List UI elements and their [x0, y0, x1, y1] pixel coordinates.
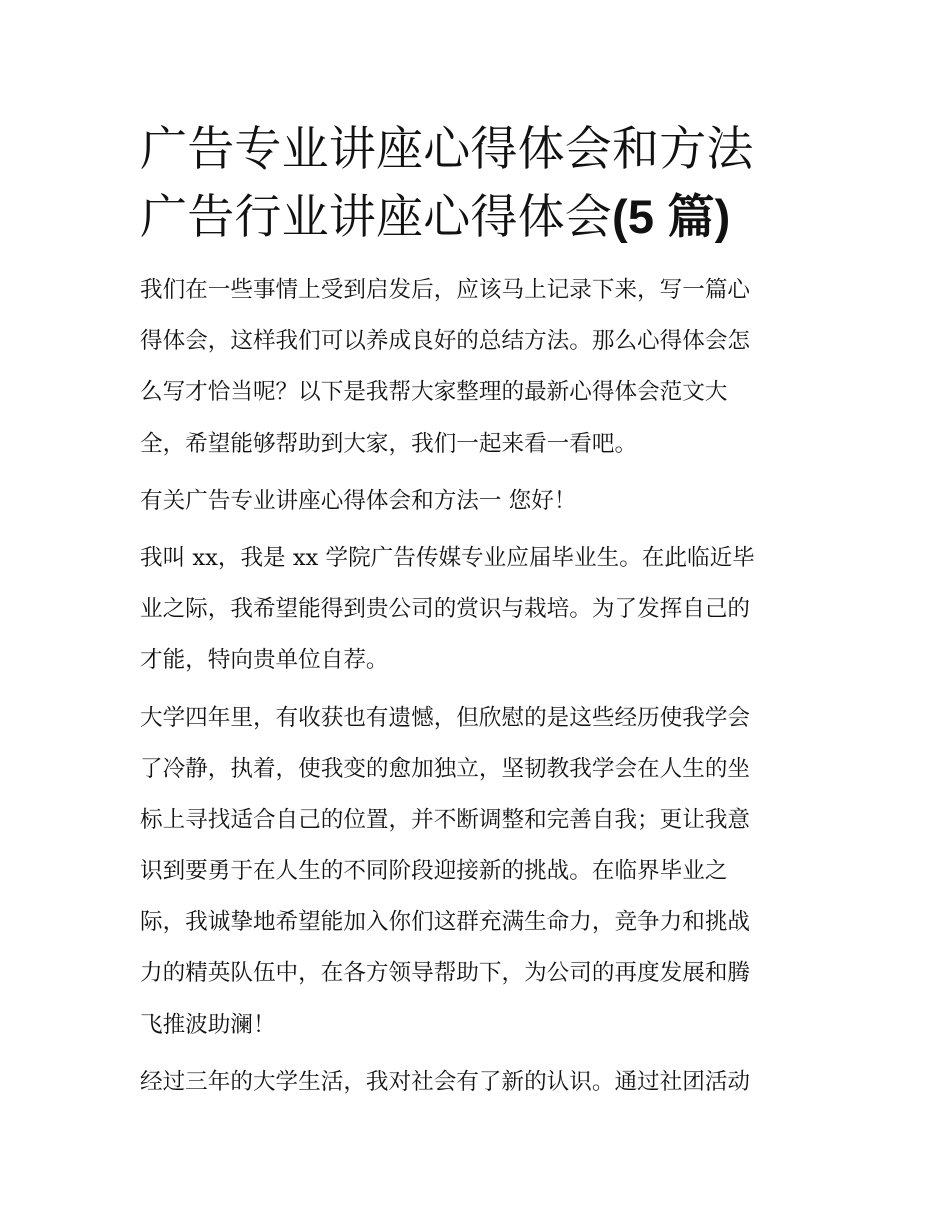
- paragraph-line: 全，希望能够帮助到大家，我们一起来看一看吧。: [140, 430, 638, 457]
- paragraph-line: 大学四年里，有收获也有遗憾，但欣慰的是这些经历使我学会: [140, 704, 751, 731]
- paragraph-line: 了冷静，执着，使我变的愈加独立，坚韧教我学会在人生的坐: [140, 755, 751, 782]
- paragraph-experience: [140, 1057, 820, 1108]
- paragraph-line: 经过三年的大学生活，我对社会有了新的认识。通过社团活动: [140, 1068, 751, 1095]
- paragraph-intro: [140, 265, 820, 470]
- paragraph-line: 才能，特向贵单位自荐。: [140, 647, 389, 674]
- paragraph-line: 识到要勇于在人生的不同阶段迎接新的挑战。在临界毕业之: [140, 858, 728, 885]
- title-line-1: 广告专业讲座心得体会和方法: [140, 122, 754, 177]
- paragraph-line: 力的精英队伍中，在各方领导帮助下，为公司的再度发展和腾: [140, 960, 751, 987]
- paragraph-line: 有关广告专业讲座心得体会和方法一 您好！: [140, 487, 577, 514]
- paragraph-line: 我们在一些事情上受到启发后，应该马上记录下来，写一篇心: [140, 277, 751, 303]
- paragraph-line: 标上寻找适合自己的位置，并不断调整和完善自我；更让我意: [140, 806, 751, 833]
- paragraph-line: 飞推波助澜！: [140, 1011, 276, 1038]
- paragraph-line: 业之际，我希望能得到贵公司的赏识与栽培。为了发挥自己的: [140, 596, 751, 623]
- paragraph-line: 么写才恰当呢？以下是我帮大家整理的最新心得体会范文大: [140, 379, 728, 406]
- document-title: [140, 0, 820, 250]
- title-line-2-suffix: (5 篇): [612, 190, 731, 243]
- paragraph-line: 际，我诚挚地希望能加入你们这群充满生命力，竞争力和挑战: [140, 909, 751, 936]
- paragraph-self-intro: [140, 533, 820, 687]
- paragraph-line: 我叫 xx，我是 xx 学院广告传媒专业应届毕业生。在此临近毕: [140, 544, 755, 571]
- document-page: [140, 0, 820, 1229]
- title-line-2: [140, 183, 820, 250]
- paragraph-section-heading: [140, 476, 820, 527]
- paragraph-university-years: [140, 693, 820, 1051]
- paragraph-line: 得体会，这样我们可以养成良好的总结方法。那么心得体会怎: [140, 328, 751, 355]
- title-line-2-text: 广告行业讲座心得体会: [140, 190, 612, 245]
- document-body: [140, 265, 820, 1108]
